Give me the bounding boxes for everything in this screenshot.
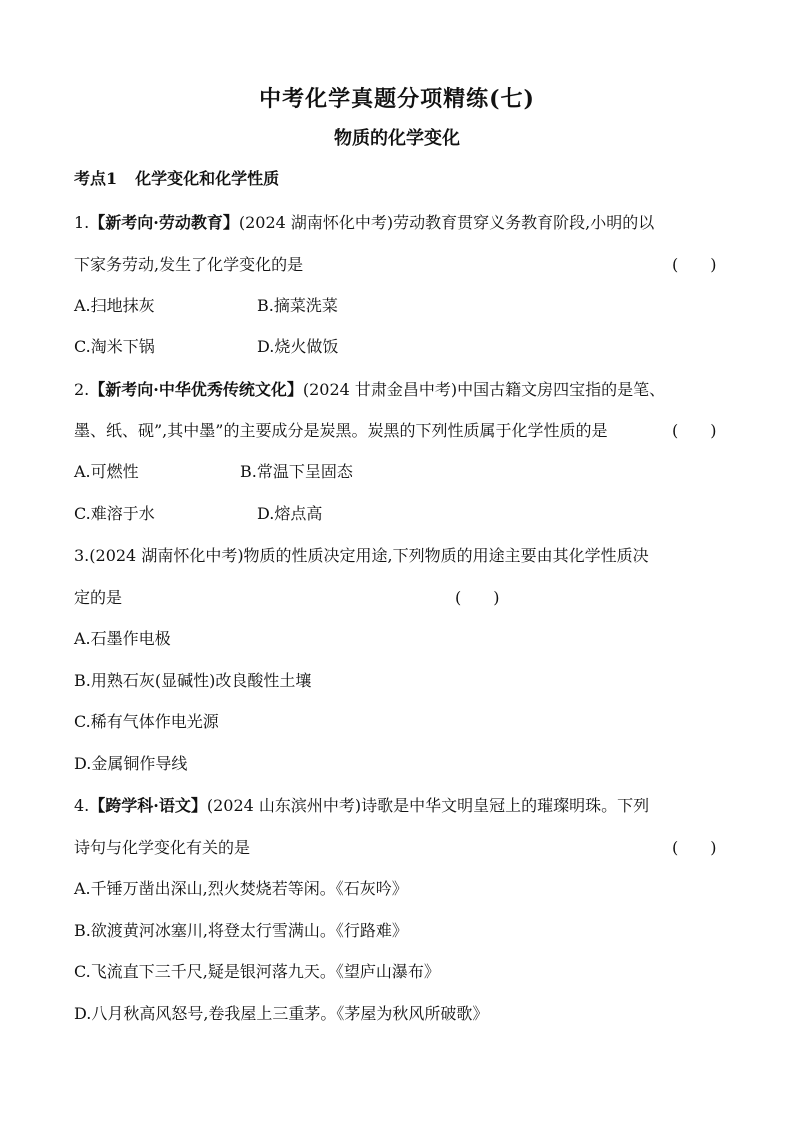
question-1-tag: 【新考向·劳动教育】 — [89, 213, 239, 232]
question-4-tag: 【跨学科·语文】 — [89, 796, 207, 815]
question-2-option-b: B.常温下呈固态 — [240, 462, 353, 481]
question-1-number: 1. — [74, 213, 90, 232]
question-3-option-a: A.石墨作电极 — [74, 629, 171, 648]
question-2-option-d: D.熔点高 — [257, 504, 323, 523]
question-2-line-1 — [74, 377, 665, 400]
question-4-option-d: D.八月秋高风怒号,卷我屋上三重茅。《茅屋为秋风所破歌》 — [74, 1004, 489, 1023]
question-3-answer-blank: ( ) — [455, 588, 500, 607]
question-2-option-a: A.可燃性 — [74, 462, 139, 481]
section-heading — [74, 166, 279, 189]
question-3-option-c: C.稀有气体作电光源 — [74, 712, 219, 731]
question-2-stem: (2024 甘肃金昌中考)中国古籍文房四宝指的是笔、 — [302, 380, 666, 399]
question-1-line-1 — [74, 210, 654, 233]
section-label: 考点1 — [74, 169, 118, 188]
section-name: 化学变化和化学性质 — [135, 169, 280, 188]
question-4-line-2: 诗句与化学变化有关的是 — [74, 838, 251, 857]
question-2-option-c: C.难溶于水 — [74, 504, 155, 523]
question-1-option-d: D.烧火做饭 — [257, 337, 339, 356]
question-4-option-a: A.千锤万凿出深山,烈火焚烧若等闲。《石灰吟》 — [74, 879, 408, 898]
question-3-number: 3. — [74, 546, 90, 565]
page-subtitle: 物质的化学变化 — [334, 128, 460, 149]
question-3-option-d: D.金属铜作导线 — [74, 754, 188, 773]
question-3-stem: (2024 湖南怀化中考)物质的性质决定用途,下列物质的用途主要由其化学性质决 — [89, 546, 649, 565]
question-3-option-b: B.用熟石灰(显碱性)改良酸性土壤 — [74, 671, 312, 690]
question-2-number: 2. — [74, 380, 90, 399]
question-4-line-1 — [74, 793, 649, 816]
question-1-line-2: 下家务劳动,发生了化学变化的是 — [74, 255, 304, 274]
question-4-option-b: B.欲渡黄河冰塞川,将登太行雪满山。《行路难》 — [74, 921, 408, 940]
question-4-stem: (2024 山东滨州中考)诗歌是中华文明皇冠上的璀璨明珠。下列 — [206, 796, 650, 815]
question-1-option-a: A.扫地抹灰 — [74, 296, 155, 315]
question-4-number: 4. — [74, 796, 90, 815]
question-2-answer-blank: ( ) — [672, 421, 717, 440]
question-4-answer-blank: ( ) — [672, 838, 717, 857]
question-1-option-c: C.淘米下锅 — [74, 337, 155, 356]
question-3-line-1 — [74, 543, 649, 566]
question-1-option-b: B.摘菜洗菜 — [257, 296, 338, 315]
question-1-stem: (2024 湖南怀化中考)劳动教育贯穿义务教育阶段,小明的以 — [238, 213, 655, 232]
question-2-tag: 【新考向·中华优秀传统文化】 — [89, 380, 303, 399]
question-2-line-2: 墨、纸、砚”,其中墨”的主要成分是炭黑。炭黑的下列性质属于化学性质的是 — [74, 421, 608, 440]
question-1-answer-blank: ( ) — [672, 255, 717, 274]
page-title: 中考化学真题分项精练(七) — [259, 86, 535, 112]
question-3-line-2: 定的是 — [74, 588, 123, 607]
question-4-option-c: C.飞流直下三千尺,疑是银河落九天。《望庐山瀑布》 — [74, 962, 440, 981]
